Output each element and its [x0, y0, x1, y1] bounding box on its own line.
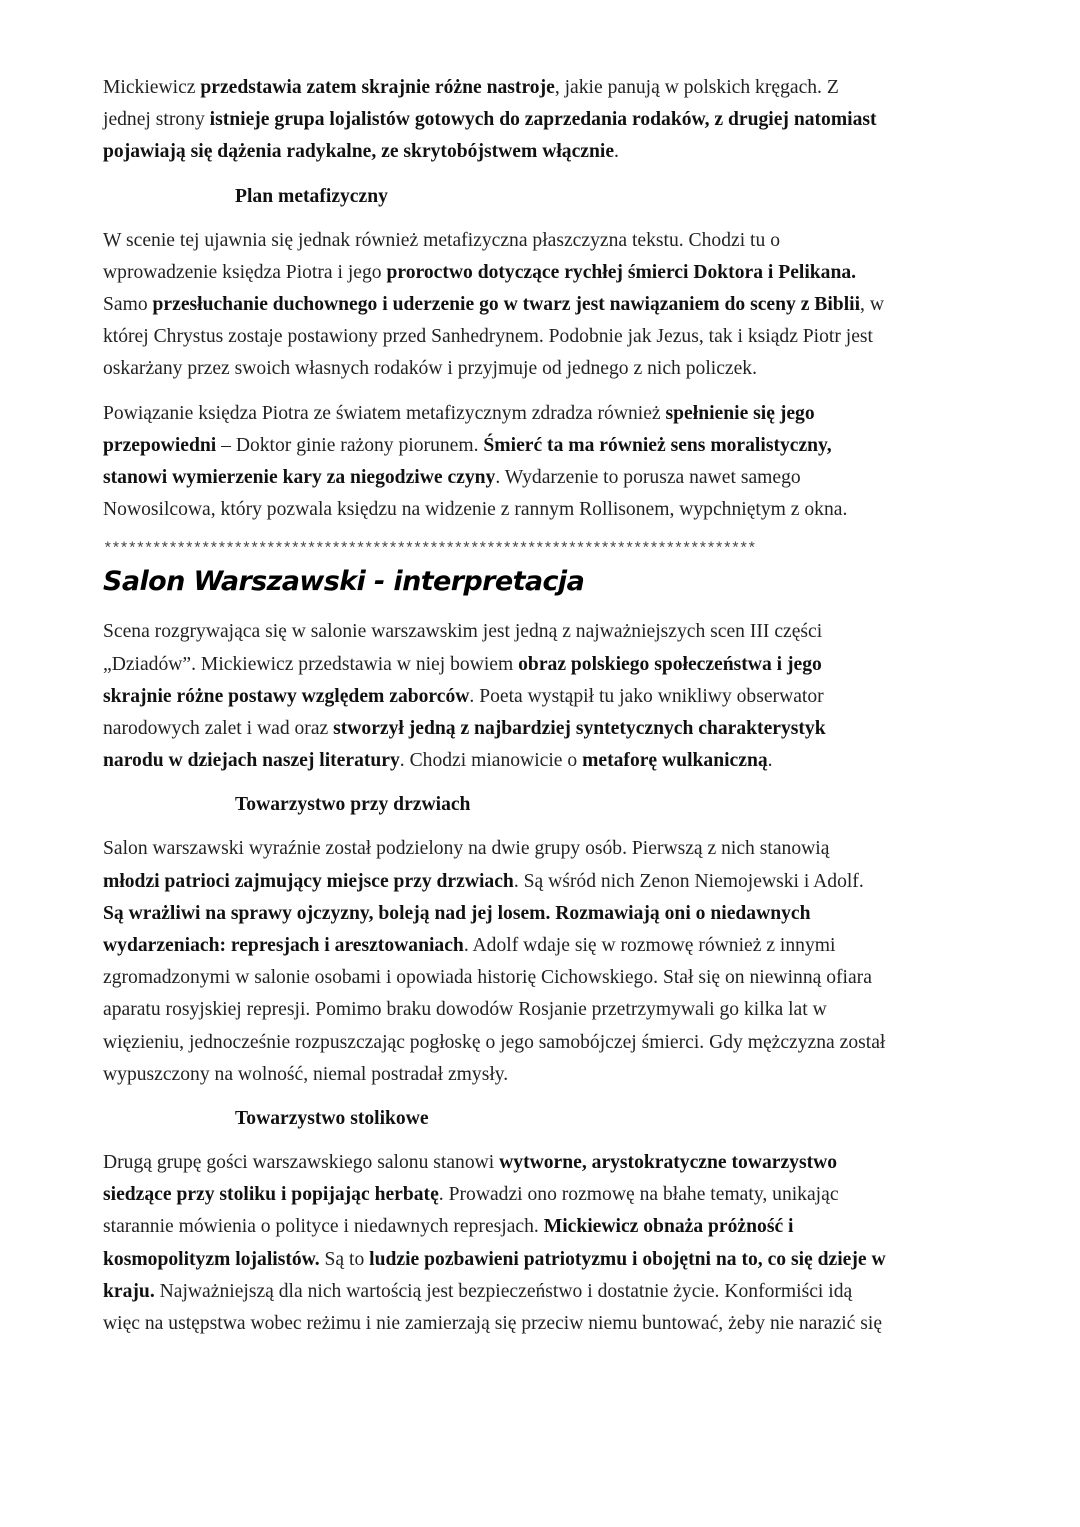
bold-run: kraju. — [103, 1280, 155, 1302]
bold-run: metaforę wulkaniczną — [582, 750, 768, 772]
section-title: Salon Warszawski - interpretacja — [103, 566, 585, 598]
text-line — [103, 1211, 983, 1243]
text-run: Salon warszawski wyraźnie został podzielony na dwie grupy osób. Pierwszą z nich stanowią — [103, 838, 830, 860]
text-line — [103, 962, 983, 994]
text-line — [103, 289, 983, 321]
paragraph-moods — [103, 72, 983, 169]
text-line — [103, 494, 983, 526]
text-line — [103, 225, 983, 257]
bold-run: istnieje grupa lojalistów gotowych do zaprzedania rodaków, z drugiej natomiast — [209, 109, 877, 131]
text-run: Drugą grupę gości warszawskiego salonu stanowi — [103, 1152, 500, 1174]
bold-run: przesłuchanie duchownego i uderzenie go w twarz jest nawiązaniem do sceny z Biblii — [152, 294, 861, 316]
bold-run: proroctwo dotyczące rychłej śmierci Doktora i Pelikana. — [386, 261, 857, 283]
text-run: . Są wśród nich Zenon Niemojewski i Adolf. — [513, 870, 864, 892]
text-run: oskarżany przez swoich własnych rodaków i przyjmuje od jednego z nich policzek. — [103, 358, 757, 380]
text-run: . — [767, 750, 773, 772]
text-line — [103, 994, 983, 1026]
text-run: . Chodzi mianowicie o — [399, 750, 583, 772]
text-line — [103, 321, 983, 353]
text-run: Scena rozgrywająca się w salonie warszawskim jest jedną z najważniejszych scen III części — [103, 621, 823, 643]
subheading-towarzystwo-przy-drzwiach: Towarzystwo przy drzwiach — [235, 794, 471, 816]
text-run: . — [614, 141, 619, 163]
document-page — [103, 72, 983, 1352]
paragraph-table-society — [103, 1147, 983, 1340]
text-line — [103, 1276, 983, 1308]
bold-run: ludzie pozbawieni patriotyzmu i obojętni na to, co się dzieje w — [369, 1248, 886, 1270]
text-run: . Wydarzenie to porusza nawet samego — [495, 467, 801, 489]
text-run: Najważniejszą dla nich wartością jest bezpieczeństwo i dostatnie życie. Konformiści idą — [154, 1280, 853, 1302]
paragraph-metaphysical-plane — [103, 225, 983, 386]
bold-run: spełnienie się jego — [665, 402, 815, 424]
text-run: Są to — [319, 1248, 370, 1270]
bold-run: obraz polskiego społeczeństwa i jego — [518, 653, 822, 675]
text-line — [103, 1059, 983, 1091]
text-run: . Prowadzi ono rozmowę na błahe tematy, unikając — [438, 1184, 839, 1206]
text-run: Powiązanie księdza Piotra ze światem metafizycznym zdradza również — [103, 402, 666, 424]
text-line — [103, 1027, 983, 1059]
bold-run: stanowi wymierzenie kary za niegodziwe czyny — [103, 467, 496, 489]
text-line — [103, 681, 983, 713]
text-line — [103, 866, 983, 898]
text-run: więc na ustępstwa wobec reżimu i nie zamierzają się przeciw niemu buntować, żeby nie narazić się — [103, 1313, 883, 1335]
text-run: , w — [860, 294, 884, 316]
text-line — [103, 898, 983, 930]
text-line — [103, 616, 983, 648]
bold-run: wytworne, arystokratyczne towarzystwo — [499, 1152, 838, 1174]
bold-run: narodu w dziejach naszej literatury — [103, 750, 400, 772]
separator-asterisks: ******************************************************************************** — [103, 540, 756, 559]
text-run: starannie mówienia o polityce i niedawnych represjach. — [103, 1216, 544, 1238]
paragraph-door-society — [103, 833, 983, 1091]
text-line — [103, 713, 983, 745]
text-line — [103, 649, 983, 681]
text-run: więzieniu, jednocześnie rozpuszczając pogłoskę o jego samobójczej śmierci. Gdy mężczyzna został — [103, 1031, 886, 1053]
bold-run: kosmopolityzm lojalistów. — [103, 1248, 320, 1270]
text-run: „Dziadów”. Mickiewicz przedstawia w niej bowiem — [103, 653, 519, 675]
text-line — [103, 745, 983, 777]
text-run: Nowosilcowa, który pozwala księdzu na widzenie z rannym Rollisonem, wypchniętym z okna. — [103, 499, 848, 521]
text-run: wypuszczony na wolność, niemal postradał zmysły. — [103, 1063, 509, 1085]
text-run: jednej strony — [103, 109, 210, 131]
bold-run: wydarzeniach: represjach i aresztowaniach — [103, 935, 464, 957]
text-run: , jakie panują w polskich kręgach. Z — [554, 77, 839, 98]
text-run: . Poeta wystąpił tu jako wnikliwy obserwator — [469, 685, 824, 707]
bold-run: siedzące przy stoliku i popijając herbatę — [103, 1184, 439, 1206]
text-run: W scenie tej ujawnia się jednak również metafizyczna płaszczyzna tekstu. Chodzi tu o — [103, 229, 780, 251]
text-run: której Chrystus zostaje postawiony przed Sanhedrynem. Podobnie jak Jezus, tak i ksiądz Piotr jest — [103, 326, 874, 348]
text-line — [103, 1147, 983, 1179]
text-line — [103, 1179, 983, 1211]
text-line — [103, 462, 983, 494]
bold-run: młodzi patrioci zajmujący miejsce przy drzwiach — [103, 870, 514, 892]
text-run: Mickiewicz — [103, 77, 201, 98]
text-line — [103, 136, 983, 168]
bold-run: Śmierć ta ma również sens moralistyczny, — [483, 434, 832, 456]
text-line — [103, 833, 983, 865]
bold-run: skrajnie różne postawy względem zaborców — [103, 685, 470, 707]
text-line — [103, 398, 983, 430]
bold-run: przedstawia zatem skrajnie różne nastroje — [200, 77, 555, 98]
text-run: Samo — [103, 294, 153, 316]
bold-run: przepowiedni — [103, 434, 217, 456]
text-run: zgromadzonymi w salonie osobami i opowiada historię Cichowskiego. Stał się on niewinną ofiara — [103, 967, 872, 989]
subheading-plan-metafizyczny: Plan metafizyczny — [235, 185, 388, 207]
paragraph-prophecy — [103, 398, 983, 527]
text-run: narodowych zalet i wad oraz — [103, 718, 334, 740]
text-run: wprowadzenie księdza Piotra i jego — [103, 261, 387, 283]
bold-run: pojawiają się dążenia radykalne, ze skrytobójstwem włącznie — [103, 141, 615, 163]
text-line — [103, 353, 983, 385]
bold-run: Mickiewicz obnaża próżność i — [543, 1216, 794, 1238]
text-line — [103, 1308, 983, 1340]
text-line — [103, 104, 983, 136]
text-line — [103, 430, 983, 462]
bold-run: stworzył jedną z najbardziej syntetycznych charakterystyk — [333, 718, 826, 740]
subheading-towarzystwo-stolikowe: Towarzystwo stolikowe — [235, 1108, 429, 1130]
text-line — [103, 930, 983, 962]
text-line — [103, 72, 983, 104]
text-run: aparatu rosyjskiej represji. Pomimo braku dowodów Rosjanie przetrzymywali go kilka lat w — [103, 999, 827, 1021]
bold-run: Są wrażliwi na sprawy ojczyzny, boleją nad jej losem. Rozmawiają oni o niedawnych — [103, 902, 811, 924]
text-line — [103, 257, 983, 289]
text-run: . Adolf wdaje się w rozmowę również z innymi — [463, 935, 836, 957]
paragraph-salon-intro — [103, 616, 983, 777]
text-run: – Doktor ginie rażony piorunem. — [216, 434, 484, 456]
text-line — [103, 1244, 983, 1276]
